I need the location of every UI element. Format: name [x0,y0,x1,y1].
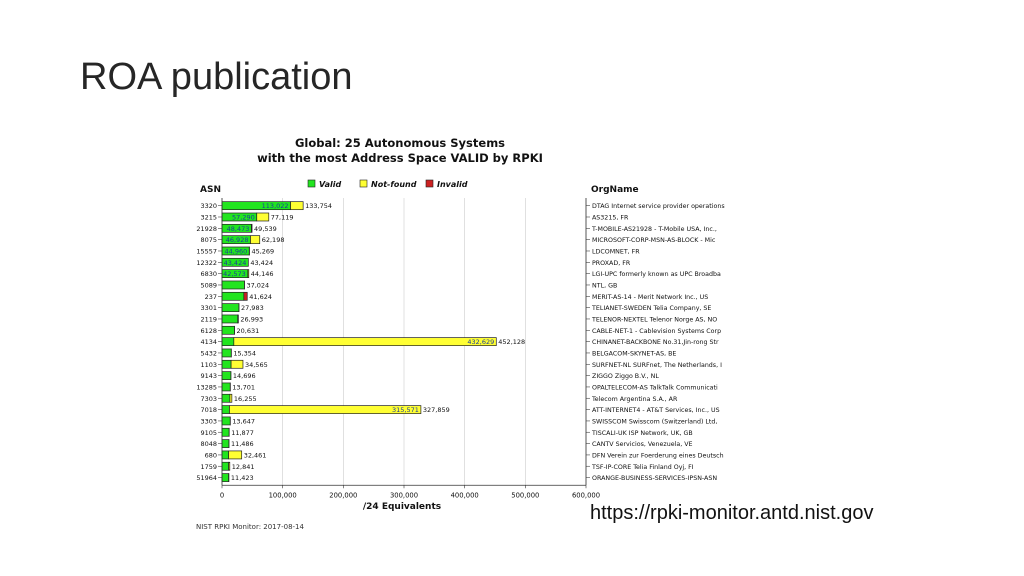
asn-label: 2119 [200,315,217,324]
bar-invalid [244,292,247,300]
org-name-label: TSF-IP-CORE Telia Finland Oyj, FI [592,463,694,471]
total-value-label: 11,486 [230,440,254,449]
org-name-label: LDCOMNET, FR [592,248,640,256]
total-value-label: 16,255 [233,394,257,403]
total-value-label: 452,128 [498,338,526,347]
segment-value-label: 44,960 [224,247,248,256]
chart-subtitle: with the most Address Space VALID by RPKI [257,151,543,165]
x-tick-label: 600,000 [571,491,601,500]
right-axis-title: OrgName [591,185,639,195]
bar-not-found [257,213,269,221]
total-value-label: 11,877 [231,428,254,437]
asn-label: 3215 [200,213,217,222]
bar-not-found [291,202,304,210]
total-value-label: 26,993 [240,315,264,324]
legend-swatch-invalid [426,180,433,187]
bar-valid [222,349,231,357]
org-name-label: Telecom Argentina S.A., AR [592,395,678,403]
asn-label: 3301 [200,304,217,313]
asn-label: 680 [204,451,217,460]
source-link[interactable]: https://rpki-monitor.antd.nist.gov [590,502,874,524]
bar-valid [222,462,229,470]
org-name-label: TELENOR-NEXTEL Telenor Norge AS, NO [592,316,718,324]
bar-not-found [248,270,249,278]
bar-valid [222,383,230,391]
asn-label: 9105 [200,428,217,437]
x-tick-label: 500,000 [511,491,540,500]
segment-value-label: 57,290 [232,213,255,222]
total-value-label: 13,701 [232,383,256,392]
bar-not-found [231,360,243,368]
x-tick-label: 0 [219,491,225,500]
chart-rows [196,202,724,482]
org-name-label: CABLE-NET-1 - Cablevision Systems Corp [592,327,722,335]
x-tick-label: 400,000 [450,491,479,500]
org-name-label: PROXAD, FR [592,259,631,267]
bar-valid [222,326,234,334]
asn-label: 15557 [196,247,217,256]
org-name-label: T-MOBILE-AS21928 - T-Mobile USA, Inc., [592,225,717,233]
bar-valid [222,315,238,323]
total-value-label: 77,119 [270,213,294,222]
asn-label: 5089 [200,281,217,290]
asn-label: 8075 [200,236,217,245]
total-value-label: 11,423 [230,474,254,483]
bar-not-found [229,451,242,459]
bar-not-found [251,224,252,232]
asn-label: 1759 [200,462,217,471]
legend-swatch-valid [308,180,315,187]
total-value-label: 32,461 [243,451,267,460]
asn-label: 8048 [200,440,217,449]
asn-label: 5432 [200,349,217,358]
org-name-label: LGI-UPC formerly known as UPC Broadba [592,271,721,279]
bar-not-found [234,338,496,346]
total-value-label: 43,424 [250,258,274,267]
bar-not-found [238,315,239,323]
total-value-label: 44,146 [250,270,274,279]
asn-label: 6128 [200,326,217,335]
org-name-label: TELIANET-SWEDEN Telia Company, SE [592,305,712,313]
org-name-label: BELGACOM-SKYNET-AS, BE [592,350,677,358]
total-value-label: 15,354 [233,349,257,358]
org-name-label: CHINANET-BACKBONE No.31,Jin-rong Str [592,339,719,347]
asn-label: 3320 [200,202,217,211]
bar-valid [222,281,244,289]
total-value-label: 34,565 [244,360,268,369]
org-name-label: DTAG Internet service provider operations [592,203,725,211]
bar-valid [222,451,229,459]
x-tick-label: 200,000 [329,491,358,500]
asn-label: 51964 [196,474,217,483]
segment-value-label: 46,928 [225,236,249,245]
legend-label-invalid: Invalid [437,180,468,189]
org-name-label: MICROSOFT-CORP-MSN-AS-BLOCK - Mic [592,237,716,245]
total-value-label: 45,269 [251,247,275,256]
asn-label: 13285 [196,383,217,392]
bar-valid [222,417,230,425]
bar-valid [222,394,230,402]
bar-valid [222,372,231,380]
segment-value-label: 43,424 [223,258,247,267]
bar-valid [222,406,229,414]
total-value-label: 13,647 [232,417,256,426]
asn-label: 9143 [200,372,217,381]
asn-label: 237 [204,292,217,301]
chart-title: Global: 25 Autonomous Systems [294,136,506,150]
total-value-label: 37,024 [246,281,270,290]
total-value-label: 20,631 [236,326,260,335]
segment-value-label: 42,573 [223,270,246,279]
org-name-label: ZIGGO Ziggo B.V., NL [592,373,659,381]
asn-label: 21928 [196,224,217,233]
left-axis-title: ASN [200,185,221,195]
chart-legend [308,180,468,189]
asn-label: 1103 [200,360,217,369]
segment-value-label: 432,629 [467,338,495,347]
x-tick-label: 300,000 [389,491,419,500]
bar-valid [222,440,229,448]
x-axis-title: /24 Equivalents [362,502,442,512]
org-name-label: ORANGE-BUSINESS-SERVICES-IPSN-ASN [592,475,718,483]
org-name-label: ATT-INTERNET4 - AT&T Services, Inc., US [592,407,720,415]
total-value-label: 41,624 [249,292,273,301]
bar-valid [222,304,239,312]
bar-not-found [250,236,259,244]
org-name-label: CANTV Servicios, Venezuela, VE [592,441,693,449]
total-value-label: 27,983 [240,304,264,313]
bar-not-found [230,394,232,402]
org-name-label: AS3215, FR [592,214,629,222]
bar-valid [222,428,229,436]
total-value-label: 14,696 [232,372,256,381]
asn-label: 12322 [196,258,217,267]
asn-label: 4134 [200,338,217,347]
x-tick-label: 100,000 [268,491,297,500]
org-name-label: MERIT-AS-14 - Merit Network Inc., US [592,293,709,301]
bar-valid [222,474,229,482]
segment-value-label: 315,571 [392,406,419,415]
org-name-label: NTL, GB [592,282,618,290]
bar-valid [222,360,231,368]
org-name-label: SURFNET-NL SURFnet, The Netherlands, I [592,361,722,369]
rpki-bar-chart [190,130,750,540]
total-value-label: 62,198 [261,236,285,245]
asn-label: 7018 [200,406,217,415]
slide-title: ROA publication [80,56,353,98]
bar-valid [222,292,244,300]
segment-value-label: 113,022 [261,202,289,211]
org-name-label: TISCALI-UK ISP Network, UK, GB [592,429,693,437]
chart-footer: NIST RPKI Monitor: 2017-08-14 [196,523,304,531]
bar-not-found [229,462,230,470]
total-value-label: 49,539 [254,224,277,233]
asn-label: 7303 [200,394,217,403]
asn-label: 6830 [200,270,217,279]
total-value-label: 12,841 [231,462,255,471]
org-name-label: SWISSCOM Swisscom (Switzerland) Ltd, [592,418,718,426]
segment-value-label: 48,473 [226,224,250,233]
legend-swatch-not_found [360,180,367,187]
asn-label: 3303 [200,417,217,426]
total-value-label: 133,754 [305,202,333,211]
bar-valid [222,338,234,346]
org-name-label: DFN Verein zur Foerderung eines Deutsch [592,452,724,460]
total-value-label: 327,859 [422,406,450,415]
legend-label-not_found: Not-found [371,180,417,189]
legend-label-valid: Valid [319,180,342,189]
org-name-label: OPALTELECOM-AS TalkTalk Communicati [592,384,718,392]
